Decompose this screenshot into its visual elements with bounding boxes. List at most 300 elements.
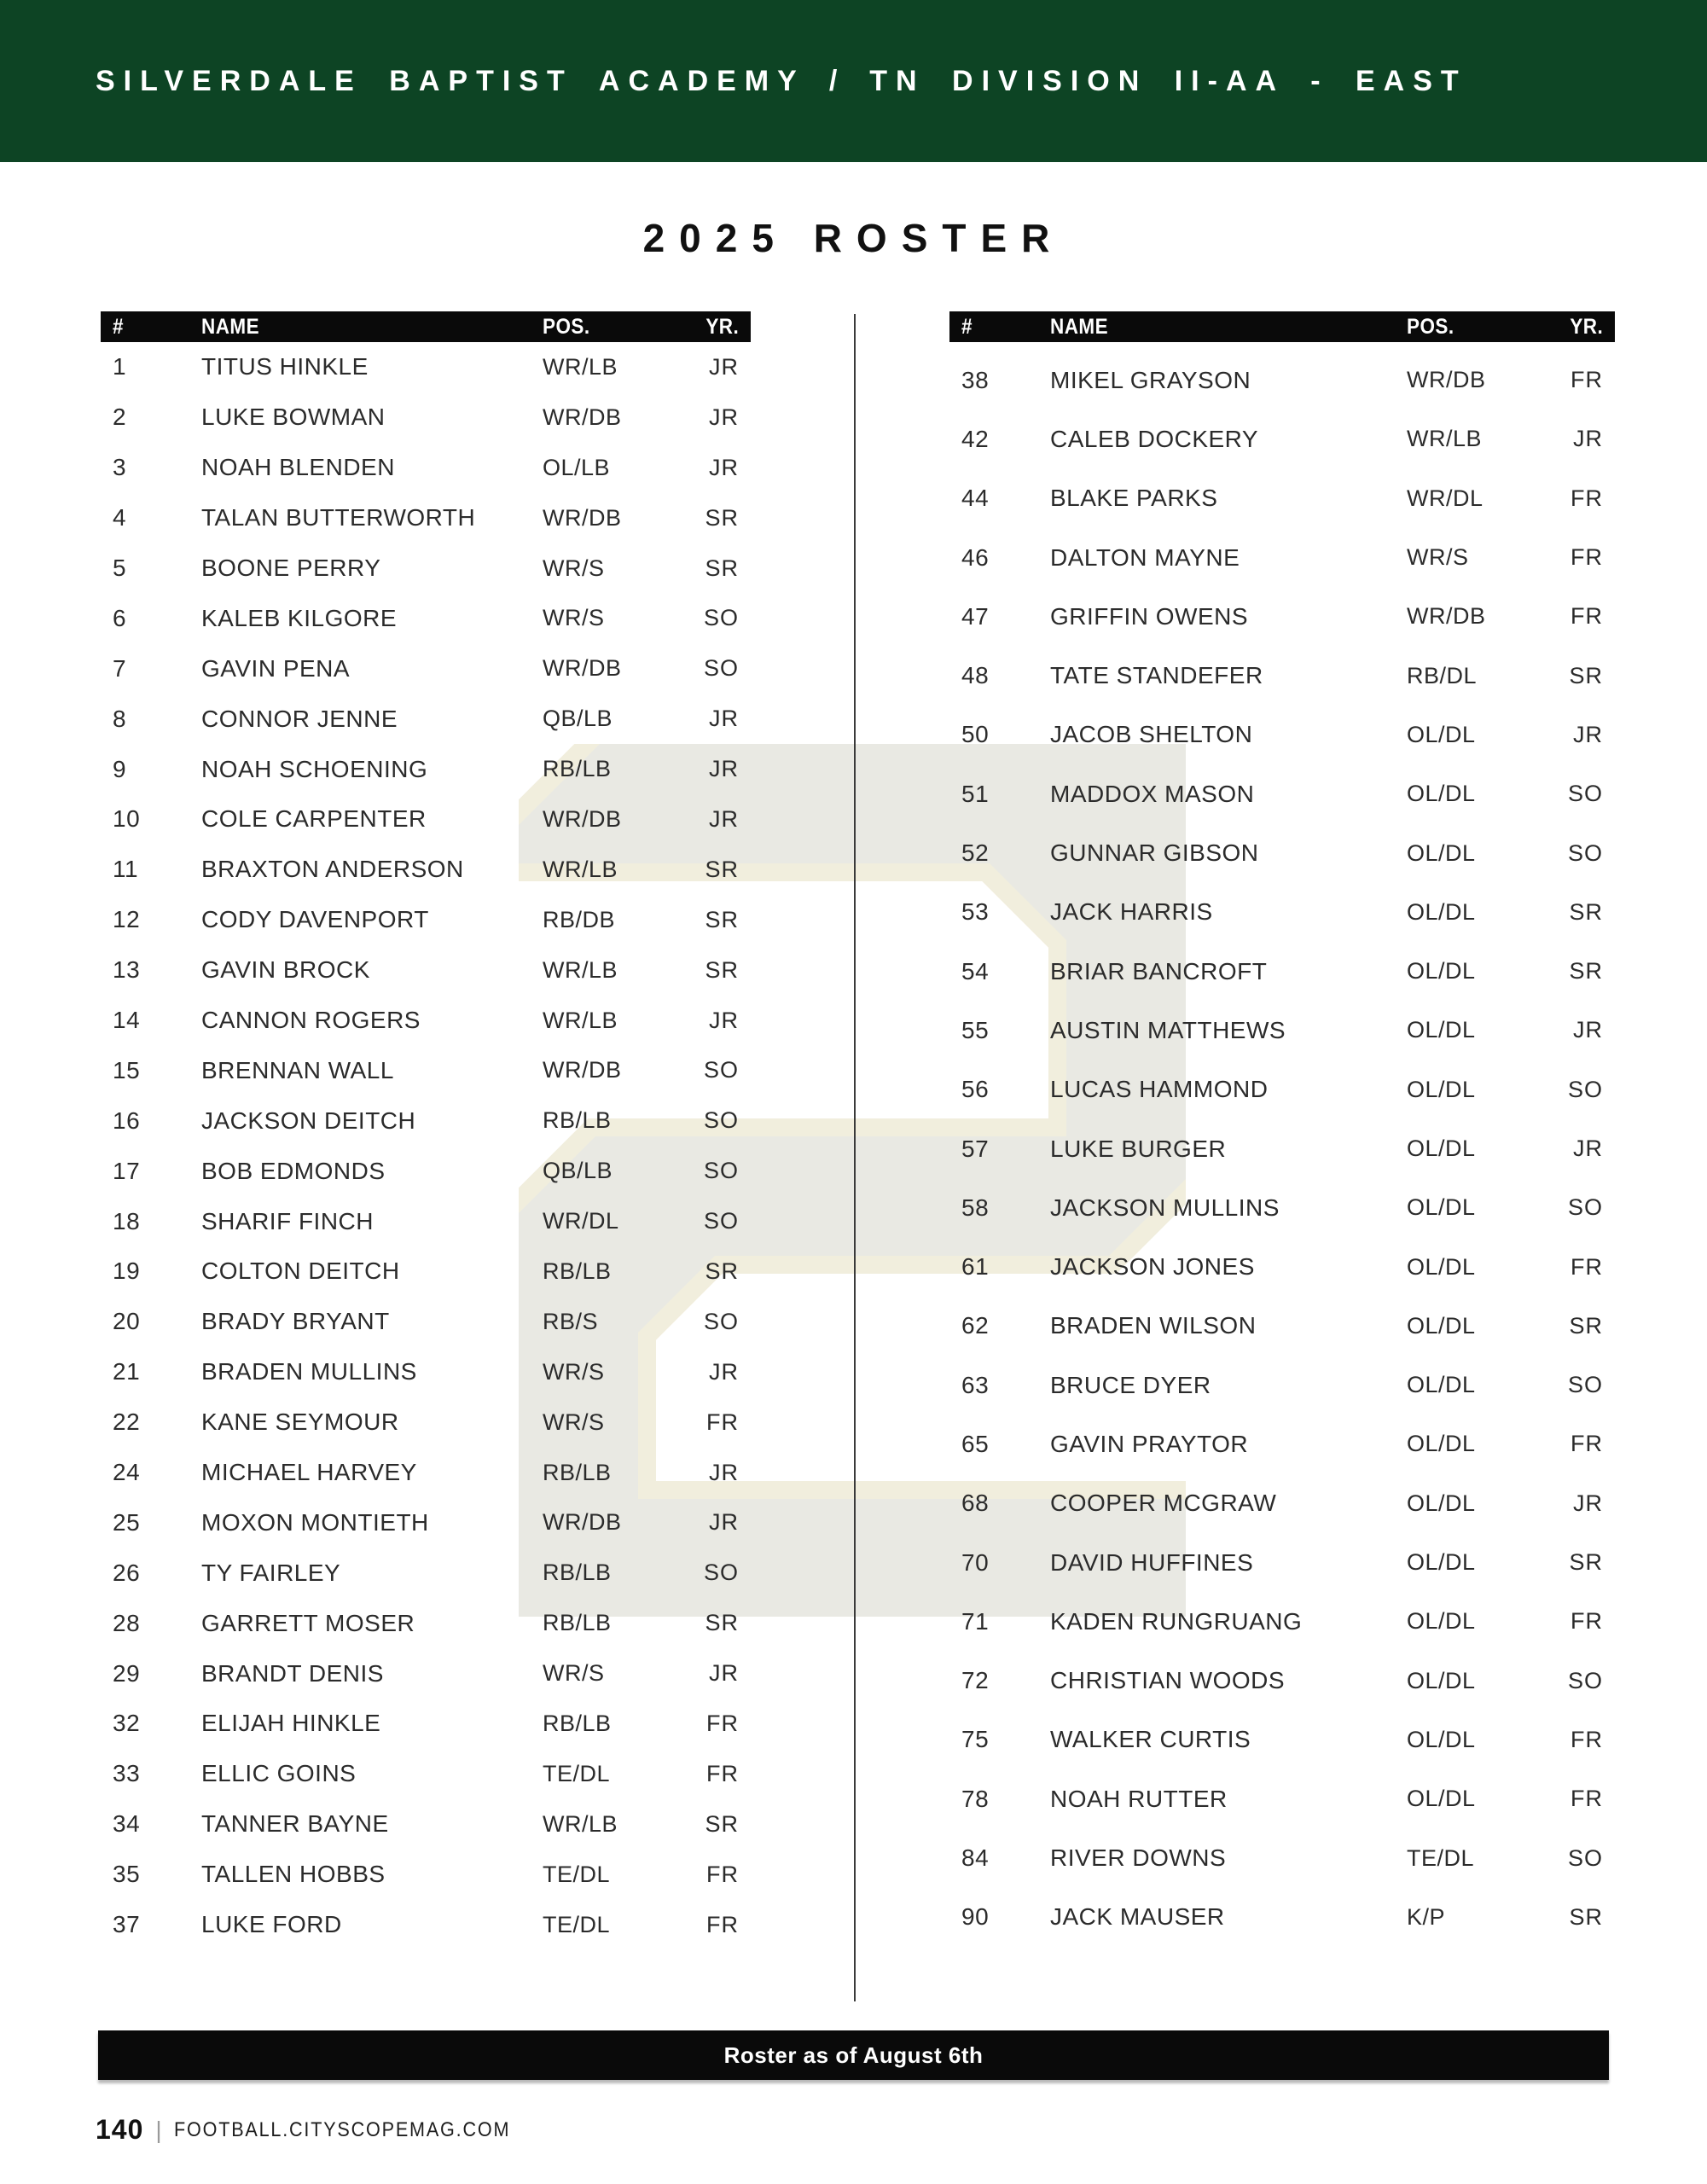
player-position: OL/DL (1407, 1490, 1476, 1516)
roster-date-note: Roster as of August 6th (723, 2042, 984, 2068)
roster-row (949, 587, 1615, 646)
roster-row (101, 1598, 751, 1648)
player-name: BRANDT DENIS (201, 1659, 384, 1687)
player-name: BRENNAN WALL (201, 1056, 394, 1083)
player-number: 4 (113, 504, 127, 531)
player-number: 51 (961, 780, 990, 807)
player-name: JACK HARRIS (1050, 898, 1213, 926)
player-year: JR (709, 353, 739, 380)
roster-row (101, 1749, 751, 1799)
roster-row (101, 593, 751, 643)
player-number: 7 (113, 654, 127, 682)
player-number: 42 (961, 425, 990, 452)
player-position: WR/LB (543, 353, 618, 380)
player-position: WR/LB (543, 1810, 618, 1837)
col-header-pos: POS. (1407, 314, 1454, 339)
roster-row (949, 1119, 1615, 1178)
player-name: NOAH SCHOENING (201, 755, 428, 782)
player-number: 5 (113, 555, 127, 581)
roster-row (101, 744, 751, 794)
col-header-name: NAME (201, 314, 260, 339)
player-number: 16 (113, 1107, 141, 1134)
player-position: WR/DB (1407, 367, 1486, 393)
player-year: JR (1573, 426, 1603, 452)
roster-row (101, 1648, 751, 1699)
player-year: SR (705, 956, 739, 983)
player-name: NOAH RUTTER (1050, 1785, 1228, 1812)
player-year: JR (1573, 1136, 1603, 1161)
roster-row (949, 1356, 1615, 1414)
player-number: 90 (961, 1903, 990, 1931)
player-year: JR (709, 706, 739, 732)
roster-row (949, 706, 1615, 764)
col-header-yr: YR. (705, 314, 739, 339)
player-year: SR (705, 856, 739, 882)
roster-row (101, 392, 751, 443)
player-number: 11 (113, 856, 139, 883)
player-number: 20 (113, 1308, 141, 1335)
column-divider-line (854, 314, 856, 2001)
page-info-separator: | (155, 2116, 162, 2143)
player-name: BLAKE PARKS (1050, 485, 1218, 512)
roster-row (101, 1095, 751, 1146)
player-year: SR (1569, 662, 1603, 688)
player-number: 46 (961, 543, 990, 571)
player-name: CONNOR JENNE (201, 705, 398, 732)
player-position: WR/S (543, 1409, 605, 1435)
col-header-number: # (113, 314, 124, 339)
player-name: JACKSON MULLINS (1050, 1194, 1280, 1221)
player-year: FR (1571, 1786, 1603, 1812)
player-year: SO (1567, 1372, 1603, 1398)
player-year: SR (1569, 898, 1603, 925)
player-name: ELLIC GOINS (201, 1760, 357, 1787)
player-name: TITUS HINKLE (201, 353, 369, 380)
player-position: WR/DB (1407, 603, 1486, 630)
player-position: OL/DL (1407, 898, 1476, 925)
player-year: SO (703, 1560, 739, 1586)
player-year: SO (703, 1208, 739, 1234)
player-position: RB/DL (1407, 662, 1478, 688)
player-number: 72 (961, 1667, 990, 1694)
player-number: 28 (113, 1609, 141, 1636)
player-position: WR/S (543, 555, 605, 581)
player-number: 54 (961, 957, 990, 985)
player-position: QB/LB (543, 1158, 613, 1184)
player-name: LUKE BURGER (1050, 1135, 1227, 1162)
player-year: FR (1571, 1726, 1603, 1752)
banner-separator: / (828, 64, 846, 97)
player-name: CODY DAVENPORT (201, 906, 429, 933)
roster-table-right (949, 311, 1615, 1947)
roster-row (101, 493, 751, 543)
player-year: JR (709, 454, 739, 480)
roster-row (101, 1448, 751, 1498)
player-name: CALEB DOCKERY (1050, 425, 1259, 452)
roster-row (949, 1652, 1615, 1711)
player-number: 61 (961, 1253, 990, 1281)
col-header-name: NAME (1050, 314, 1109, 339)
roster-row (949, 764, 1615, 823)
player-number: 25 (113, 1508, 141, 1536)
player-position: WR/DB (543, 1509, 622, 1536)
player-year: SO (1567, 1076, 1603, 1102)
roster-row (949, 1711, 1615, 1769)
player-year: SO (703, 1308, 739, 1334)
player-position: K/P (1407, 1903, 1446, 1930)
player-name: GAVIN PENA (201, 654, 351, 682)
player-name: BOB EDMONDS (201, 1157, 386, 1184)
player-name: MOXON MONTIETH (201, 1508, 429, 1536)
player-name: DALTON MAYNE (1050, 543, 1240, 571)
player-number: 2 (113, 404, 127, 431)
player-year: SO (1567, 1194, 1603, 1221)
player-year: SR (705, 504, 739, 531)
player-number: 10 (113, 805, 141, 833)
player-name: GRIFFIN OWENS (1050, 602, 1249, 630)
player-year: SR (705, 555, 739, 581)
player-position: OL/DL (1407, 1549, 1476, 1576)
player-number: 12 (113, 906, 141, 933)
magazine-site-label: FOOTBALL.CITYSCOPEMAG.COM (173, 2117, 510, 2141)
roster-row (949, 1828, 1615, 1887)
player-position: WR/S (1407, 544, 1469, 571)
roster-row (101, 1497, 751, 1548)
player-year: JR (1573, 721, 1603, 747)
player-position: WR/S (543, 1358, 605, 1385)
player-year: FR (1571, 1253, 1603, 1280)
player-name: SHARIF FINCH (201, 1207, 374, 1234)
roster-row (101, 543, 751, 594)
player-name: COLE CARPENTER (201, 805, 427, 833)
player-year: SR (705, 1610, 739, 1636)
roster-row (101, 1699, 751, 1749)
player-name: MADDOX MASON (1050, 780, 1255, 807)
roster-row (949, 1060, 1615, 1119)
roster-row (949, 823, 1615, 882)
roster-row (101, 945, 751, 996)
player-year: JR (1573, 1490, 1603, 1516)
roster-row (949, 469, 1615, 528)
player-year: SR (1569, 958, 1603, 985)
player-position: RB/LB (543, 1710, 612, 1736)
player-year: JR (709, 404, 739, 430)
roster-row (949, 1474, 1615, 1533)
roster-row (101, 1397, 751, 1448)
player-year: SR (1569, 1549, 1603, 1576)
player-position: WR/LB (543, 1007, 618, 1033)
player-number: 75 (961, 1726, 990, 1753)
player-number: 15 (113, 1056, 141, 1083)
player-position: RB/LB (543, 1610, 612, 1636)
player-position: RB/LB (543, 1107, 612, 1134)
player-year: JR (709, 1007, 739, 1033)
roster-row (101, 1548, 751, 1598)
player-position: RB/S (543, 1308, 599, 1334)
player-number: 84 (961, 1844, 990, 1872)
player-number: 17 (113, 1157, 141, 1184)
player-position: RB/LB (543, 1560, 612, 1586)
player-name: GAVIN PRAYTOR (1050, 1430, 1249, 1457)
player-name: LUCAS HAMMOND (1050, 1076, 1269, 1103)
player-number: 63 (961, 1371, 990, 1398)
player-number: 70 (961, 1548, 990, 1576)
player-position: RB/LB (543, 1258, 612, 1284)
roster-table-left (101, 311, 751, 1950)
player-position: OL/DL (1407, 1194, 1476, 1221)
player-number: 22 (113, 1409, 141, 1436)
player-number: 38 (961, 366, 990, 393)
col-header-yr: YR. (1570, 314, 1603, 339)
roster-row (949, 1888, 1615, 1947)
roster-rows-right (949, 342, 1615, 1947)
player-year: SO (703, 605, 739, 631)
player-year: JR (709, 1459, 739, 1485)
player-name: GAVIN BROCK (201, 956, 370, 984)
player-position: WR/S (543, 1660, 605, 1687)
roster-row (101, 443, 751, 493)
player-name: KANE SEYMOUR (201, 1409, 399, 1436)
roster-row (949, 1178, 1615, 1237)
footer-note-bar (98, 2030, 1609, 2080)
roster-row (101, 694, 751, 744)
roster-row (101, 1146, 751, 1196)
player-year: FR (1571, 367, 1603, 393)
player-year: JR (709, 805, 739, 832)
roster-row (949, 1297, 1615, 1356)
player-year: SO (1567, 839, 1603, 866)
player-year: SO (703, 1107, 739, 1134)
roster-row (949, 1769, 1615, 1828)
roster-row (949, 646, 1615, 705)
player-year: FR (1571, 603, 1603, 630)
player-position: WR/LB (543, 956, 618, 983)
player-number: 14 (113, 1007, 141, 1034)
player-year: SO (1567, 1667, 1603, 1693)
player-number: 32 (113, 1710, 141, 1737)
player-year: SR (705, 906, 739, 932)
player-name: JACK MAUSER (1050, 1903, 1225, 1931)
roster-row (949, 1001, 1615, 1060)
roster-row (949, 1414, 1615, 1473)
player-position: WR/LB (1407, 426, 1483, 452)
player-position: WR/DB (543, 504, 622, 531)
col-header-number: # (961, 314, 973, 339)
player-number: 62 (961, 1312, 990, 1339)
player-position: OL/DL (1407, 1608, 1476, 1635)
player-position: OL/DL (1407, 1726, 1476, 1752)
page-number: 140 (96, 2114, 144, 2145)
player-position: WR/LB (543, 856, 618, 882)
player-number: 47 (961, 602, 990, 630)
roster-row (949, 883, 1615, 942)
player-name: TATE STANDEFER (1050, 662, 1263, 689)
player-number: 50 (961, 721, 990, 748)
player-position: OL/DL (1407, 1786, 1476, 1812)
player-number: 1 (113, 353, 127, 380)
player-name: RIVER DOWNS (1050, 1844, 1227, 1872)
player-number: 37 (113, 1911, 141, 1938)
roster-row (949, 528, 1615, 587)
player-position: WR/DB (543, 1057, 622, 1083)
player-number: 8 (113, 705, 127, 732)
player-year: SO (1567, 1844, 1603, 1871)
player-position: OL/DL (1407, 721, 1476, 747)
player-year: JR (709, 1660, 739, 1687)
player-name: TANNER BAYNE (201, 1810, 389, 1838)
player-position: OL/DL (1407, 1312, 1476, 1339)
player-position: OL/DL (1407, 1667, 1476, 1693)
roster-row (101, 643, 751, 694)
player-position: RB/DB (543, 906, 616, 932)
top-banner (0, 0, 1707, 162)
player-position: WR/DB (543, 404, 622, 430)
roster-row (101, 1246, 751, 1297)
player-name: KALEB KILGORE (201, 604, 398, 631)
player-number: 13 (113, 956, 141, 984)
col-header-pos: POS. (543, 314, 590, 339)
roster-row (949, 1592, 1615, 1651)
player-number: 48 (961, 662, 990, 689)
player-name: COLTON DEITCH (201, 1258, 400, 1285)
player-number: 35 (113, 1861, 141, 1888)
player-position: OL/DL (1407, 1372, 1476, 1398)
roster-row (101, 845, 751, 895)
player-position: TE/DL (543, 1861, 611, 1887)
player-year: FR (706, 1710, 739, 1736)
player-name: JACOB SHELTON (1050, 721, 1253, 748)
player-position: OL/DL (1407, 1431, 1476, 1457)
table-header-left (101, 311, 751, 342)
player-year: FR (706, 1760, 739, 1786)
player-number: 34 (113, 1810, 141, 1838)
player-name: CANNON ROGERS (201, 1007, 421, 1034)
player-year: FR (706, 1911, 739, 1937)
player-position: WR/DL (543, 1208, 619, 1234)
player-number: 21 (113, 1358, 141, 1385)
player-number: 55 (961, 1016, 990, 1043)
table-header-right (949, 311, 1615, 342)
player-name: BRAXTON ANDERSON (201, 856, 464, 883)
player-number: 6 (113, 604, 127, 631)
roster-row (949, 942, 1615, 1001)
player-name: TALLEN HOBBS (201, 1861, 386, 1888)
player-position: TE/DL (543, 1911, 611, 1937)
player-position: OL/DL (1407, 1253, 1476, 1280)
player-name: JACKSON DEITCH (201, 1107, 416, 1134)
player-name: LUKE BOWMAN (201, 404, 386, 431)
roster-row (101, 1347, 751, 1397)
roster-row (101, 1850, 751, 1900)
player-name: BOONE PERRY (201, 555, 381, 581)
roster-row (101, 1045, 751, 1095)
player-name: GARRETT MOSER (201, 1609, 415, 1636)
player-position: OL/DL (1407, 958, 1476, 985)
player-number: 3 (113, 454, 127, 481)
player-number: 52 (961, 839, 990, 867)
player-position: OL/DL (1407, 781, 1476, 807)
player-year: SO (703, 655, 739, 682)
player-year: JR (709, 756, 739, 782)
player-number: 19 (113, 1258, 141, 1285)
roster-row (949, 1533, 1615, 1592)
player-name: MICHAEL HARVEY (201, 1459, 417, 1486)
player-position: OL/DL (1407, 839, 1476, 866)
player-name: BRIAR BANCROFT (1050, 957, 1268, 985)
roster-rows-left (101, 342, 751, 1950)
division-name: TN DIVISION II-AA - EAST (869, 64, 1467, 97)
player-position: QB/LB (543, 706, 613, 732)
player-year: JR (709, 1358, 739, 1385)
roster-row (101, 1196, 751, 1246)
player-position: TE/DL (1407, 1844, 1475, 1871)
player-year: SR (705, 1258, 739, 1284)
roster-row (101, 794, 751, 845)
player-year: SR (1569, 1903, 1603, 1930)
page-info (96, 2114, 548, 2146)
school-name: SILVERDALE BAPTIST ACADEMY (96, 64, 805, 97)
player-name: COOPER MCGRAW (1050, 1490, 1277, 1517)
player-position: OL/DL (1407, 1076, 1476, 1102)
roster-row (949, 351, 1615, 410)
player-name: MIKEL GRAYSON (1050, 366, 1251, 393)
player-number: 18 (113, 1207, 141, 1234)
player-year: FR (1571, 485, 1603, 511)
player-position: WR/DB (543, 805, 622, 832)
player-name: TALAN BUTTERWORTH (201, 504, 476, 531)
player-number: 53 (961, 898, 990, 926)
player-position: RB/LB (543, 756, 612, 782)
roster-row (101, 996, 751, 1046)
player-year: SO (703, 1158, 739, 1184)
player-number: 24 (113, 1459, 141, 1486)
roster-row (101, 1799, 751, 1850)
player-number: 58 (961, 1194, 990, 1221)
player-name: TY FAIRLEY (201, 1559, 341, 1586)
player-name: BRUCE DYER (1050, 1371, 1211, 1398)
player-year: JR (709, 1509, 739, 1536)
player-number: 44 (961, 485, 990, 512)
player-year: SR (1569, 1312, 1603, 1339)
player-year: SO (703, 1057, 739, 1083)
player-year: SR (705, 1810, 739, 1837)
roster-row (949, 410, 1615, 468)
banner-text (96, 65, 1467, 98)
player-name: BRADY BRYANT (201, 1308, 390, 1335)
player-name: DAVID HUFFINES (1050, 1548, 1254, 1576)
player-position: OL/LB (543, 454, 611, 480)
player-number: 33 (113, 1760, 141, 1787)
player-year: JR (1573, 1017, 1603, 1043)
roster-row (101, 1900, 751, 1950)
player-position: TE/DL (543, 1760, 611, 1786)
page-title: 2025 ROSTER (642, 216, 1065, 260)
player-name: JACKSON JONES (1050, 1253, 1255, 1281)
player-name: WALKER CURTIS (1050, 1726, 1251, 1753)
player-number: 29 (113, 1659, 141, 1687)
player-position: RB/LB (543, 1459, 612, 1485)
player-name: BRADEN WILSON (1050, 1312, 1257, 1339)
player-name: KADEN RUNGRUANG (1050, 1607, 1303, 1635)
player-year: SO (1567, 781, 1603, 807)
player-name: NOAH BLENDEN (201, 454, 395, 481)
roster-row (101, 895, 751, 945)
player-position: OL/DL (1407, 1136, 1476, 1161)
roster-row (101, 1297, 751, 1347)
player-position: OL/DL (1407, 1017, 1476, 1043)
player-position: WR/S (543, 605, 605, 631)
player-position: WR/DL (1407, 485, 1483, 511)
